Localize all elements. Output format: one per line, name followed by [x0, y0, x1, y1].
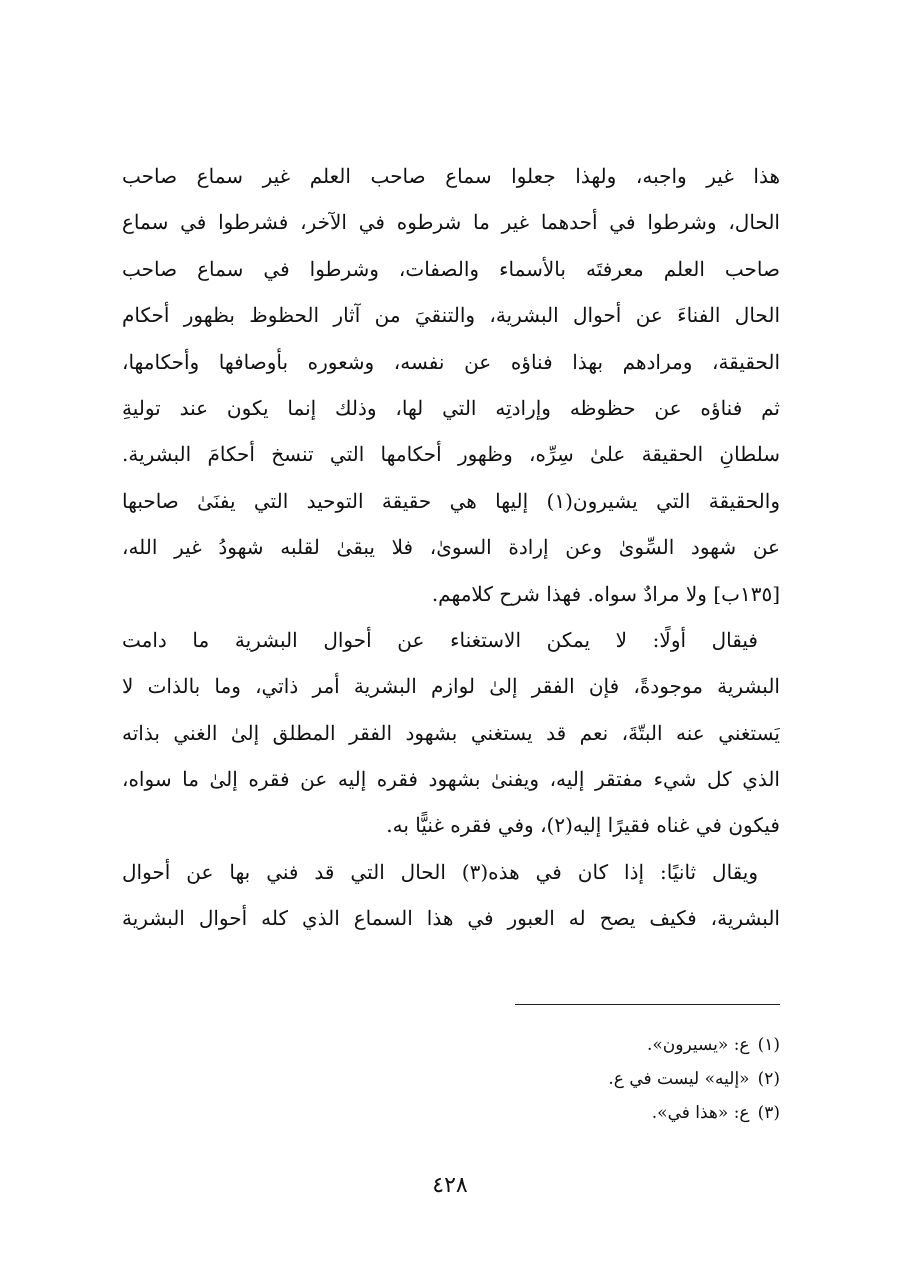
footnote [400, 1062, 780, 1096]
text-line: ثم فناؤه عن حظوظه وإرادتِه التي لها، وذلك إنما يكون عند توليةِ [122, 395, 780, 420]
page-number: ٤٢٨ [432, 1173, 468, 1198]
text-line: البشرية، فكيف يصح له العبور في هذا السماع الذي كله أحوال البشرية [122, 906, 780, 931]
footnote-text: «إليه» ليست في ع. [608, 1069, 750, 1089]
text-line: عن شهود السِّوىٰ وعن إرادة السوىٰ، فلا يبقىٰ لقلبه شهودُ غير الله، [122, 535, 780, 560]
text-line: يَستغني عنه البتّةَ، نعم قد يستغني بشهود الفقر المطلق إلىٰ الغني بذاته [122, 720, 780, 745]
text-line: الذي كل شيء مفتقر إليه، ويفنىٰ بشهود فقره إليه عن فقره إلىٰ ما سواه، [122, 767, 780, 792]
footnote-number: (٣) [757, 1103, 780, 1123]
text-line: الحال، وشرطوا في أحدهما غير ما شرطوه في الآخر، فشرطوا في سماع [122, 210, 780, 235]
footnote [400, 1028, 780, 1062]
main-text-block [122, 153, 780, 942]
footnote [400, 1096, 780, 1130]
text-line: الحقيقة، ومرادهم بهذا فناؤه عن نفسه، وشعوره بأوصافها وأحكامها، [122, 349, 780, 374]
footnote-number: (١) [757, 1035, 780, 1055]
text-line: الحال الفناءَ عن أحوال البشرية، والتنقيَ من آثار الحظوظ بظهور أحكام [122, 303, 780, 328]
footnote-text: ع: «يسيرون». [646, 1035, 750, 1055]
footnote-text: ع: «هذا في». [651, 1103, 750, 1123]
text-line: سلطانِ الحقيقة علىٰ سِرِّه، وظهور أحكامها التي تنسخ أحكامَ البشرية. [122, 442, 780, 467]
text-line: ويقال ثانيًا: إذا كان في هذه(٣) الحال التي قد فني بها عن أحوال [122, 859, 759, 884]
text-line: فيقال أولًا: لا يمكن الاستغناء عن أحوال البشرية ما دامت [122, 627, 758, 652]
footnotes [400, 1028, 780, 1130]
text-line: هذا غير واجبه، ولهذا جعلوا سماع صاحب العلم غير سماع صاحب [122, 164, 780, 188]
footnote-separator [515, 1004, 780, 1005]
text-line: فيكون في غناه فقيرًا إليه(٢)، وفي فقره غنيًّا به. [386, 813, 780, 838]
text-line: البشرية موجودةً، فإن الفقر إلىٰ لوازم البشرية أمر ذاتي، وما بالذات لا [122, 674, 780, 699]
text-line: والحقيقة التي يشيرون(١) إليها هي حقيقة التوحيد التي يفنَىٰ صاحبها [122, 488, 780, 513]
footnote-number: (٢) [757, 1069, 780, 1089]
text-line: [١٣٥ب] ولا مرادٌ سواه. فهذا شرح كلامهم. [431, 581, 780, 606]
text-line: صاحب العلم معرفتَه بالأسماء والصفات، وشرطوا في سماع صاحب [122, 256, 780, 281]
